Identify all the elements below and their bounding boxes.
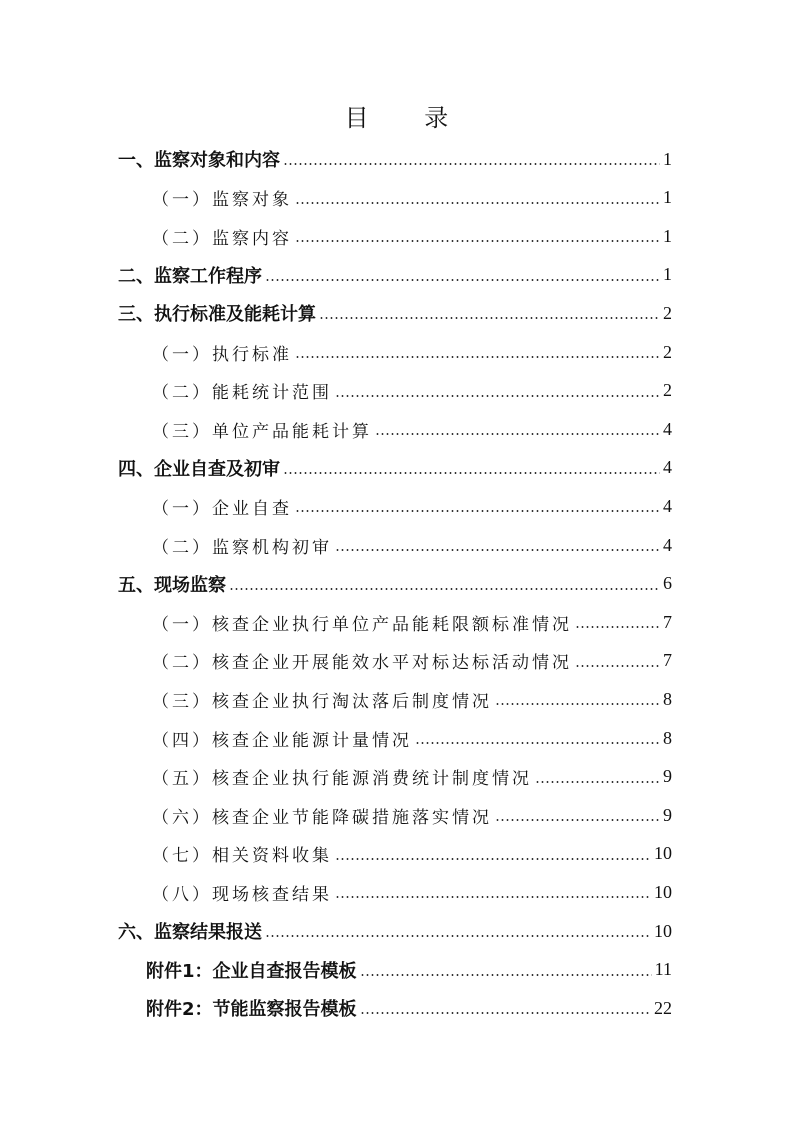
toc-entry-page-number: 9: [663, 766, 672, 787]
toc-entry[interactable]: [146, 989, 672, 1027]
toc-entry-label: （一）企业自查: [152, 498, 292, 519]
dot-leader: [283, 471, 660, 475]
dot-leader: [295, 239, 660, 243]
toc-entry[interactable]: [118, 256, 672, 294]
toc-entry-label: 二、监察工作程序: [118, 265, 262, 287]
dot-leader: [295, 509, 660, 513]
toc-entry[interactable]: [118, 294, 672, 332]
toc-entry-label: 六、监察结果报送: [118, 922, 262, 943]
dot-leader: [265, 934, 651, 938]
toc-entry-page-number: 6: [663, 573, 672, 594]
toc-entry[interactable]: [152, 758, 672, 796]
toc-entry-label: 四、企业自查及初审: [118, 458, 280, 480]
toc-entry[interactable]: [152, 179, 672, 217]
toc-entry-page-number: 8: [663, 727, 672, 748]
toc-entry-label: （二）监察内容: [152, 228, 292, 249]
toc-entry-label: （四）核查企业能源计量情况: [152, 730, 412, 751]
toc-entry-label: （三）单位产品能耗计算: [152, 421, 372, 442]
toc-entry[interactable]: [152, 835, 672, 873]
toc-entry[interactable]: [118, 140, 672, 178]
toc-entry[interactable]: [118, 912, 672, 950]
dot-leader: [375, 432, 660, 436]
dot-leader: [335, 857, 651, 861]
toc-entry-page-number: 11: [654, 959, 672, 980]
toc-entry-label: 附件1：企业自查报告模板: [146, 960, 357, 982]
toc-entry[interactable]: [118, 449, 672, 487]
toc-entry-label: 附件2：节能监察报告模板: [146, 999, 357, 1021]
dot-leader: [229, 587, 660, 591]
toc-entry-label: 一、监察对象和内容: [118, 150, 280, 171]
dot-leader: [295, 355, 660, 359]
toc-entry-label: 三、执行标准及能耗计算: [118, 304, 316, 326]
toc-entry-page-number: 1: [663, 148, 672, 169]
toc-entry-label: （一）监察对象: [152, 190, 292, 211]
toc-entry-label: （八）现场核查结果: [152, 884, 332, 905]
toc-entry-page-number: 9: [663, 804, 672, 825]
toc-entry-label: （七）相关资料收集: [152, 846, 332, 867]
toc-entry-page-number: 2: [663, 341, 672, 362]
toc-entry-page-number: 4: [663, 418, 672, 439]
dot-leader: [335, 895, 651, 899]
dot-leader: [283, 162, 660, 166]
dot-leader: [265, 278, 660, 282]
dot-leader: [495, 702, 660, 706]
toc-entry[interactable]: [152, 372, 672, 410]
toc-entry-label: 五、现场监察: [118, 574, 226, 596]
page-title: 目 录: [344, 104, 473, 132]
toc-entry-label: （二）核查企业开展能效水平对标达标活动情况: [152, 653, 572, 674]
toc-entry[interactable]: [152, 873, 672, 911]
toc-entry[interactable]: [152, 603, 672, 641]
dot-leader: [360, 973, 652, 977]
dot-leader: [535, 780, 660, 784]
toc-entry-page-number: 2: [663, 380, 672, 401]
dot-leader: [415, 741, 660, 745]
toc-entry-page-number: 8: [663, 688, 672, 709]
toc-entry-label: （六）核查企业节能降碳措施落实情况: [152, 807, 492, 828]
toc-entry[interactable]: [152, 719, 672, 757]
toc-entry[interactable]: [152, 796, 672, 834]
toc-entry-label: （五）核查企业执行能源消费统计制度情况: [152, 769, 532, 790]
toc-entry[interactable]: [152, 217, 672, 255]
toc-entry[interactable]: [152, 642, 672, 680]
toc-entry[interactable]: [152, 410, 672, 448]
toc-entry[interactable]: [152, 680, 672, 718]
toc-entry-label: （三）核查企业执行淘汰落后制度情况: [152, 691, 492, 712]
dot-leader: [575, 625, 660, 629]
toc-entry-page-number: 10: [654, 920, 672, 941]
toc-entry-label: （二）能耗统计范围: [152, 383, 332, 404]
toc-entry-label: （一）核查企业执行单位产品能耗限额标准情况: [152, 614, 572, 635]
toc-entry[interactable]: [118, 565, 672, 603]
toc-entry[interactable]: [152, 333, 672, 371]
dot-leader: [335, 548, 660, 552]
toc-entry-page-number: 4: [663, 495, 672, 516]
toc-entry[interactable]: [152, 487, 672, 525]
dot-leader: [335, 394, 660, 398]
toc-entry-page-number: 7: [663, 650, 672, 671]
toc-entry-page-number: 4: [663, 534, 672, 555]
toc-entry-page-number: 10: [654, 843, 672, 864]
toc-entry-page-number: 4: [663, 457, 672, 478]
toc-entry[interactable]: [146, 951, 672, 989]
dot-leader: [319, 316, 660, 320]
toc-entry-page-number: 22: [654, 997, 672, 1018]
dot-leader: [360, 1011, 651, 1015]
toc-entry-label: （一）执行标准: [152, 344, 292, 365]
toc-entry[interactable]: [152, 526, 672, 564]
toc-entry-page-number: 1: [663, 187, 672, 208]
toc-entry-page-number: 10: [654, 881, 672, 902]
toc-entry-page-number: 1: [663, 264, 672, 285]
dot-leader: [495, 818, 660, 822]
dot-leader: [575, 664, 660, 668]
toc-entry-page-number: 7: [663, 611, 672, 632]
dot-leader: [295, 201, 660, 205]
toc-entry-label: （二）监察机构初审: [152, 537, 332, 558]
toc-entry-page-number: 2: [663, 302, 672, 323]
toc-entry-page-number: 1: [663, 225, 672, 246]
